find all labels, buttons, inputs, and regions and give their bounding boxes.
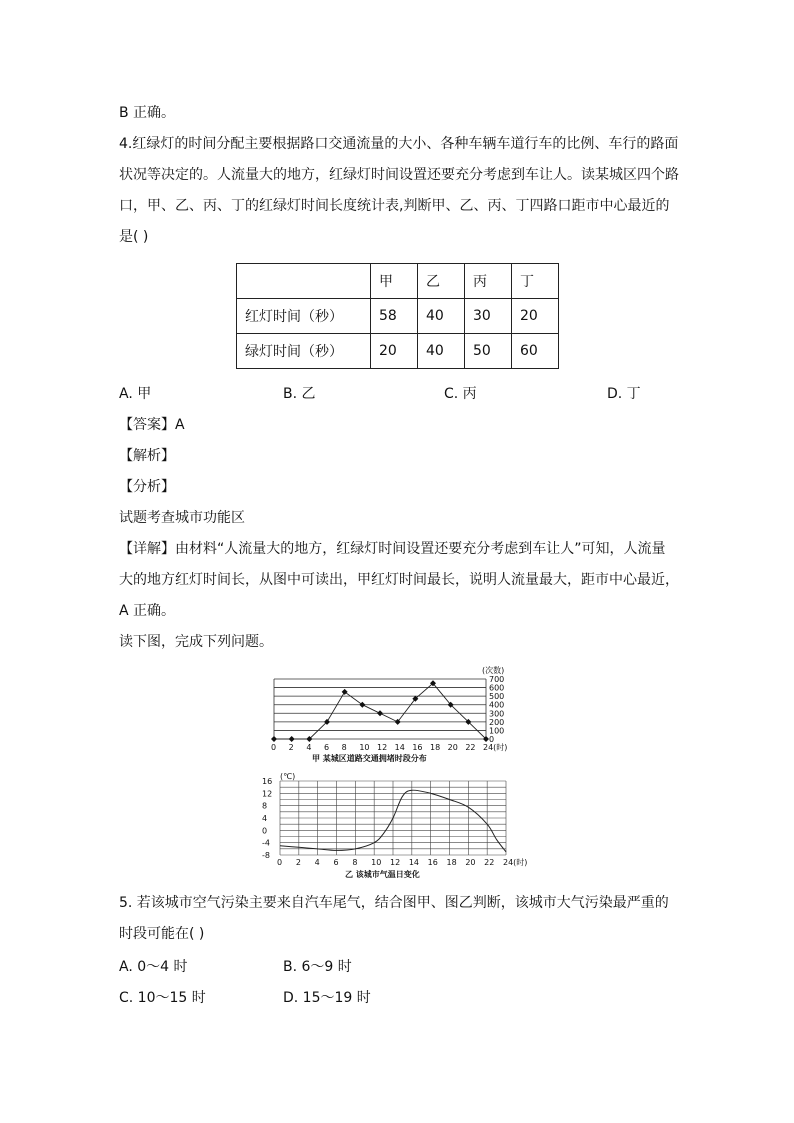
x-tick-label: 10 <box>371 858 382 867</box>
data-point <box>271 736 277 742</box>
y-axis-label: (℃) <box>280 773 296 781</box>
q4-option-a: A. 甲 <box>119 386 152 402</box>
y-tick-label: 400 <box>489 700 505 710</box>
y-tick-label: 0 <box>489 735 495 744</box>
table-row <box>237 264 559 299</box>
x-tick-label: 6 <box>333 858 339 867</box>
x-tick-label: 22 <box>484 858 495 867</box>
table-cell: 红灯时间（秒） <box>237 299 371 334</box>
x-tick-label: 6 <box>324 743 330 752</box>
question-4-stem-line-2: 状况等决定的。人流量大的地方，红绿灯时间设置还要充分考虑到车让人。读某城区四个路 <box>119 167 679 183</box>
table-row <box>237 299 559 334</box>
x-tick-label: 16 <box>427 858 438 867</box>
x-tick-label: 18 <box>446 858 457 867</box>
y-tick-label: 500 <box>489 692 505 702</box>
question-5-stem-line-1: 5. 若该城市空气污染主要来自汽车尾气，结合图甲、图乙判断，该城市大气污染最严重的 <box>119 895 669 911</box>
analysis-heading: 【解析】 <box>119 448 175 464</box>
table-cell: 丁 <box>512 264 559 299</box>
y-tick-label: 4 <box>262 814 268 823</box>
x-tick-label: 16 <box>412 743 423 752</box>
q4-option-d: D. 丁 <box>607 386 641 402</box>
x-tick-label: 18 <box>430 743 441 752</box>
table-cell: 20 <box>512 299 559 334</box>
data-point <box>359 702 365 708</box>
question-4-stem-line-1: 4.红绿灯的时间分配主要根据路口交通流量的大小、各种车辆车道行车的比例、车行的路面 <box>119 136 679 152</box>
q4-option-b: B. 乙 <box>283 386 316 402</box>
topic-line: 试题考查城市功能区 <box>119 510 245 526</box>
detail-line-2: 大的地方红灯时间长，从图中可读出，甲红灯时间最长，说明人流量最大，距市中心最近， <box>119 572 679 588</box>
congestion-chart <box>260 663 530 767</box>
y-tick-label: 0 <box>262 826 268 836</box>
x-tick-label: 24(时) <box>503 858 528 867</box>
y-tick-label: 8 <box>262 801 268 811</box>
data-point <box>377 710 383 716</box>
question-5-stem-line-2: 时段可能在( ) <box>119 926 205 942</box>
q5-option-a: A. 0～4 时 <box>119 959 188 975</box>
y-tick-label: 200 <box>489 717 505 727</box>
x-tick-label: 8 <box>341 743 347 752</box>
x-tick-label: 20 <box>447 743 458 752</box>
table-cell: 58 <box>371 299 418 334</box>
y-tick-label: -4 <box>262 838 270 848</box>
table-cell: 50 <box>465 334 512 369</box>
y-tick-label: 700 <box>489 675 505 684</box>
y-tick-label: 12 <box>262 789 273 799</box>
x-tick-label: 4 <box>314 858 320 867</box>
q5-option-b: B. 6～9 时 <box>283 959 352 975</box>
table-cell: 30 <box>465 299 512 334</box>
table-cell: 丙 <box>465 264 512 299</box>
chart-caption: 甲 某城区道路交通拥堵时段分布 <box>312 754 427 763</box>
table-cell: 20 <box>371 334 418 369</box>
question-4-stem-line-4: 是( ) <box>119 229 149 245</box>
data-point <box>289 736 295 742</box>
x-tick-label: 14 <box>394 743 405 752</box>
question-4-stem-line-3: 口，甲、乙、丙、丁的红绿灯时间长度统计表,判断甲、乙、丙、丁四路口距市中心最近的 <box>119 198 670 214</box>
table-cell: 绿灯时间（秒） <box>237 334 371 369</box>
q4-option-c: C. 丙 <box>444 386 477 402</box>
detail-line-3: A 正确。 <box>119 603 176 619</box>
y-tick-label: 100 <box>489 726 505 736</box>
x-tick-label: 2 <box>288 743 294 752</box>
x-tick-label: 8 <box>352 858 358 867</box>
q5-option-d: D. 15～19 时 <box>283 990 371 1006</box>
table-cell: 60 <box>512 334 559 369</box>
x-tick-label: 10 <box>359 743 370 752</box>
y-tick-label: 16 <box>262 777 273 786</box>
table-cell: 40 <box>418 334 465 369</box>
chart-caption: 乙 该城市气温日变化 <box>345 870 420 879</box>
x-tick-label: 14 <box>408 858 420 867</box>
x-tick-label: 12 <box>390 858 401 867</box>
temperature-chart <box>260 773 530 883</box>
x-tick-label: 20 <box>465 858 476 867</box>
x-tick-label: 22 <box>465 743 476 752</box>
table-cell <box>237 264 371 299</box>
detail-line-1: 【详解】由材料“人流量大的地方，红绿灯时间设置还要充分考虑到车让人”可知，人流量 <box>119 541 666 557</box>
traffic-light-table <box>236 263 559 369</box>
table-cell: 乙 <box>418 264 465 299</box>
answer-line: 【答案】A <box>119 417 185 433</box>
x-tick-label: 24(时) <box>483 743 508 752</box>
x-tick-label: 0 <box>271 743 277 752</box>
y-tick-label: 600 <box>489 683 505 693</box>
table-cell: 甲 <box>371 264 418 299</box>
x-tick-label: 12 <box>377 743 388 752</box>
text-line: B 正确。 <box>119 105 176 121</box>
y-tick-label: -8 <box>262 851 270 860</box>
y-tick-label: 300 <box>489 709 505 719</box>
data-point <box>342 689 348 695</box>
x-tick-label: 2 <box>295 858 301 867</box>
x-tick-label: 4 <box>306 743 312 752</box>
read-prompt: 读下图，完成下列问题。 <box>119 634 273 650</box>
y-axis-label: (次数) <box>482 666 505 675</box>
q5-option-c: C. 10～15 时 <box>119 990 206 1006</box>
x-tick-label: 0 <box>277 858 283 867</box>
fenxi-heading: 【分析】 <box>119 479 175 495</box>
table-cell: 40 <box>418 299 465 334</box>
table-row <box>237 334 559 369</box>
